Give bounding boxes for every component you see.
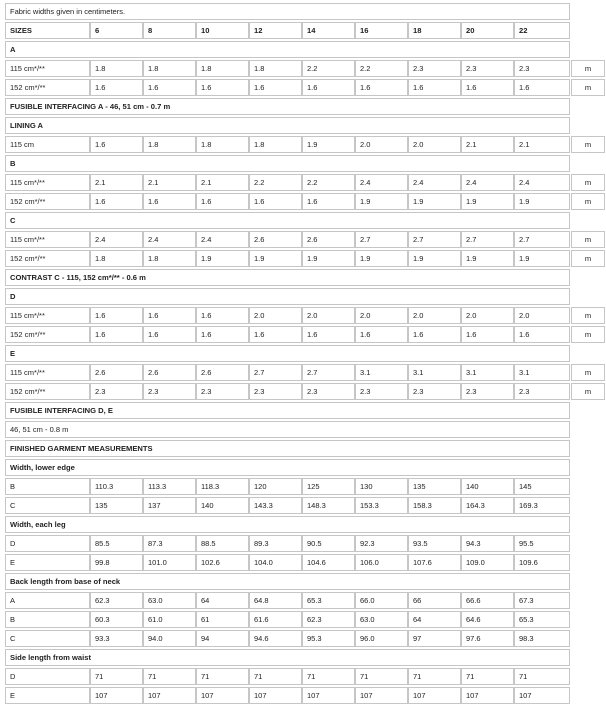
value-cell-size-6: 135 xyxy=(90,497,143,514)
value-cell-size-10: 1.6 xyxy=(196,79,249,96)
value-cell-size-16: 2.7 xyxy=(355,231,408,248)
text-row xyxy=(0,421,606,438)
value-cell-size-22: 1.9 xyxy=(514,193,570,210)
value-cell-size-18: 1.6 xyxy=(408,326,461,343)
value-cell-size-22: 2.7 xyxy=(514,231,570,248)
value-cell-size-12: 1.8 xyxy=(249,136,302,153)
value-cell-size-10: 71 xyxy=(196,668,249,685)
unit-cell: m xyxy=(571,250,605,267)
section-row xyxy=(0,41,606,58)
value-cell-size-20: 2.7 xyxy=(461,231,514,248)
value-cell-size-16: 2.2 xyxy=(355,60,408,77)
value-cell-size-12: 143.3 xyxy=(249,497,302,514)
measurement-row xyxy=(0,478,606,495)
value-cell-size-10: 2.4 xyxy=(196,231,249,248)
yardage-row xyxy=(0,250,606,267)
value-cell-size-20: 107 xyxy=(461,687,514,704)
value-cell-size-8: 1.8 xyxy=(143,60,196,77)
value-cell-size-14: 125 xyxy=(302,478,355,495)
value-cell-size-14: 95.3 xyxy=(302,630,355,647)
row-label: C xyxy=(5,497,90,514)
row-label: 115 cm*/** xyxy=(5,307,90,324)
value-cell-size-14: 90.5 xyxy=(302,535,355,552)
section-title: CONTRAST C - 115, 152 cm*/** - 0.6 m xyxy=(5,269,570,286)
yardage-row xyxy=(0,307,606,324)
value-cell-size-16: 2.0 xyxy=(355,136,408,153)
value-cell-size-18: 135 xyxy=(408,478,461,495)
value-cell-size-8: 113.3 xyxy=(143,478,196,495)
note-row xyxy=(0,3,606,20)
value-cell-size-20: 3.1 xyxy=(461,364,514,381)
value-cell-size-8: 101.0 xyxy=(143,554,196,571)
value-cell-size-16: 2.4 xyxy=(355,174,408,191)
value-cell-size-14: 1.9 xyxy=(302,250,355,267)
size-header-8: 8 xyxy=(143,22,196,39)
value-cell-size-18: 97 xyxy=(408,630,461,647)
value-cell-size-14: 1.9 xyxy=(302,136,355,153)
section-row xyxy=(0,117,606,134)
size-header-18: 18 xyxy=(408,22,461,39)
value-cell-size-8: 1.8 xyxy=(143,136,196,153)
value-cell-size-22: 169.3 xyxy=(514,497,570,514)
value-cell-size-16: 107 xyxy=(355,687,408,704)
section-title: FUSIBLE INTERFACING D, E xyxy=(5,402,570,419)
yardage-row xyxy=(0,364,606,381)
value-cell-size-12: 2.7 xyxy=(249,364,302,381)
note-text: Fabric widths given in centimeters. xyxy=(5,3,570,20)
measurement-row xyxy=(0,535,606,552)
yardage-row xyxy=(0,193,606,210)
value-cell-size-18: 107.6 xyxy=(408,554,461,571)
value-cell-size-6: 99.8 xyxy=(90,554,143,571)
value-cell-size-16: 1.6 xyxy=(355,326,408,343)
size-header-14: 14 xyxy=(302,22,355,39)
row-label: 115 cm xyxy=(5,136,90,153)
value-cell-size-12: 1.6 xyxy=(249,79,302,96)
value-cell-size-18: 64 xyxy=(408,611,461,628)
section-row xyxy=(0,98,606,115)
yardage-row xyxy=(0,79,606,96)
value-cell-size-8: 107 xyxy=(143,687,196,704)
value-cell-size-22: 145 xyxy=(514,478,570,495)
value-cell-size-6: 2.1 xyxy=(90,174,143,191)
value-cell-size-12: 71 xyxy=(249,668,302,685)
value-cell-size-18: 1.9 xyxy=(408,250,461,267)
value-cell-size-20: 2.4 xyxy=(461,174,514,191)
value-cell-size-22: 1.6 xyxy=(514,79,570,96)
value-cell-size-8: 2.3 xyxy=(143,383,196,400)
value-cell-size-14: 1.6 xyxy=(302,193,355,210)
row-label: 152 cm*/** xyxy=(5,383,90,400)
value-cell-size-8: 137 xyxy=(143,497,196,514)
value-cell-size-22: 2.3 xyxy=(514,60,570,77)
value-cell-size-6: 110.3 xyxy=(90,478,143,495)
value-cell-size-6: 1.6 xyxy=(90,307,143,324)
value-cell-size-6: 1.6 xyxy=(90,136,143,153)
value-cell-size-16: 2.3 xyxy=(355,383,408,400)
value-cell-size-12: 1.6 xyxy=(249,326,302,343)
value-cell-size-6: 60.3 xyxy=(90,611,143,628)
unit-cell: m xyxy=(571,174,605,191)
row-label: 115 cm*/** xyxy=(5,364,90,381)
section-row xyxy=(0,288,606,305)
section-row xyxy=(0,155,606,172)
plain-text: 46, 51 cm - 0.8 m xyxy=(5,421,570,438)
value-cell-size-14: 71 xyxy=(302,668,355,685)
section-title: B xyxy=(5,155,570,172)
value-cell-size-16: 66.0 xyxy=(355,592,408,609)
value-cell-size-6: 1.6 xyxy=(90,193,143,210)
unit-cell: m xyxy=(571,193,605,210)
unit-cell: m xyxy=(571,326,605,343)
value-cell-size-20: 109.0 xyxy=(461,554,514,571)
sizes-header-row xyxy=(0,22,606,39)
value-cell-size-12: 64.8 xyxy=(249,592,302,609)
value-cell-size-10: 1.6 xyxy=(196,307,249,324)
value-cell-size-10: 2.6 xyxy=(196,364,249,381)
value-cell-size-16: 71 xyxy=(355,668,408,685)
value-cell-size-16: 106.0 xyxy=(355,554,408,571)
value-cell-size-8: 63.0 xyxy=(143,592,196,609)
section-row xyxy=(0,516,606,533)
value-cell-size-14: 2.0 xyxy=(302,307,355,324)
value-cell-size-22: 2.4 xyxy=(514,174,570,191)
value-cell-size-6: 107 xyxy=(90,687,143,704)
row-label: 152 cm*/** xyxy=(5,250,90,267)
section-row xyxy=(0,345,606,362)
value-cell-size-6: 2.4 xyxy=(90,231,143,248)
value-cell-size-8: 1.6 xyxy=(143,79,196,96)
value-cell-size-20: 1.6 xyxy=(461,79,514,96)
row-label: D xyxy=(5,535,90,552)
row-label: B xyxy=(5,478,90,495)
value-cell-size-18: 2.0 xyxy=(408,136,461,153)
value-cell-size-6: 71 xyxy=(90,668,143,685)
value-cell-size-22: 95.5 xyxy=(514,535,570,552)
value-cell-size-14: 65.3 xyxy=(302,592,355,609)
value-cell-size-10: 118.3 xyxy=(196,478,249,495)
section-title: Width, lower edge xyxy=(5,459,570,476)
value-cell-size-22: 67.3 xyxy=(514,592,570,609)
size-header-6: 6 xyxy=(90,22,143,39)
value-cell-size-14: 62.3 xyxy=(302,611,355,628)
value-cell-size-22: 1.6 xyxy=(514,326,570,343)
value-cell-size-12: 61.6 xyxy=(249,611,302,628)
value-cell-size-20: 2.0 xyxy=(461,307,514,324)
value-cell-size-16: 3.1 xyxy=(355,364,408,381)
row-label: 152 cm*/** xyxy=(5,79,90,96)
value-cell-size-20: 1.6 xyxy=(461,326,514,343)
section-row xyxy=(0,649,606,666)
unit-cell: m xyxy=(571,364,605,381)
value-cell-size-12: 94.6 xyxy=(249,630,302,647)
value-cell-size-12: 104.0 xyxy=(249,554,302,571)
value-cell-size-12: 1.6 xyxy=(249,193,302,210)
measurement-row xyxy=(0,668,606,685)
section-title: A xyxy=(5,41,570,58)
value-cell-size-16: 153.3 xyxy=(355,497,408,514)
measurement-row xyxy=(0,592,606,609)
section-title: C xyxy=(5,212,570,229)
value-cell-size-12: 2.0 xyxy=(249,307,302,324)
value-cell-size-22: 71 xyxy=(514,668,570,685)
value-cell-size-6: 1.8 xyxy=(90,250,143,267)
value-cell-size-14: 1.6 xyxy=(302,79,355,96)
value-cell-size-18: 1.6 xyxy=(408,79,461,96)
value-cell-size-12: 120 xyxy=(249,478,302,495)
value-cell-size-6: 2.3 xyxy=(90,383,143,400)
section-title: E xyxy=(5,345,570,362)
value-cell-size-10: 140 xyxy=(196,497,249,514)
value-cell-size-16: 1.9 xyxy=(355,193,408,210)
yardage-row xyxy=(0,60,606,77)
value-cell-size-8: 87.3 xyxy=(143,535,196,552)
section-title: Side length from waist xyxy=(5,649,570,666)
value-cell-size-22: 1.9 xyxy=(514,250,570,267)
value-cell-size-10: 1.6 xyxy=(196,326,249,343)
sizes-label: SIZES xyxy=(5,22,90,39)
yardage-row xyxy=(0,174,606,191)
yardage-row xyxy=(0,383,606,400)
value-cell-size-18: 158.3 xyxy=(408,497,461,514)
value-cell-size-8: 94.0 xyxy=(143,630,196,647)
unit-cell: m xyxy=(571,383,605,400)
value-cell-size-10: 1.9 xyxy=(196,250,249,267)
value-cell-size-14: 2.2 xyxy=(302,60,355,77)
value-cell-size-10: 64 xyxy=(196,592,249,609)
size-header-10: 10 xyxy=(196,22,249,39)
value-cell-size-20: 71 xyxy=(461,668,514,685)
value-cell-size-22: 107 xyxy=(514,687,570,704)
yardage-row xyxy=(0,231,606,248)
size-header-22: 22 xyxy=(514,22,570,39)
row-label: B xyxy=(5,611,90,628)
value-cell-size-20: 97.6 xyxy=(461,630,514,647)
value-cell-size-14: 107 xyxy=(302,687,355,704)
value-cell-size-20: 64.6 xyxy=(461,611,514,628)
value-cell-size-16: 63.0 xyxy=(355,611,408,628)
value-cell-size-12: 2.2 xyxy=(249,174,302,191)
value-cell-size-20: 140 xyxy=(461,478,514,495)
section-row xyxy=(0,440,606,457)
row-label: 115 cm*/** xyxy=(5,60,90,77)
yardage-row xyxy=(0,136,606,153)
yardage-row xyxy=(0,326,606,343)
value-cell-size-16: 92.3 xyxy=(355,535,408,552)
value-cell-size-12: 2.3 xyxy=(249,383,302,400)
value-cell-size-20: 1.9 xyxy=(461,193,514,210)
section-row xyxy=(0,573,606,590)
row-label: 152 cm*/** xyxy=(5,326,90,343)
value-cell-size-14: 2.7 xyxy=(302,364,355,381)
measurement-row xyxy=(0,554,606,571)
measurement-row xyxy=(0,687,606,704)
value-cell-size-6: 62.3 xyxy=(90,592,143,609)
value-cell-size-14: 2.6 xyxy=(302,231,355,248)
value-cell-size-20: 1.9 xyxy=(461,250,514,267)
value-cell-size-22: 2.0 xyxy=(514,307,570,324)
size-header-12: 12 xyxy=(249,22,302,39)
value-cell-size-20: 66.6 xyxy=(461,592,514,609)
value-cell-size-16: 1.6 xyxy=(355,79,408,96)
value-cell-size-22: 98.3 xyxy=(514,630,570,647)
value-cell-size-8: 2.4 xyxy=(143,231,196,248)
row-label: D xyxy=(5,668,90,685)
unit-cell: m xyxy=(571,79,605,96)
value-cell-size-16: 130 xyxy=(355,478,408,495)
value-cell-size-20: 94.3 xyxy=(461,535,514,552)
value-cell-size-16: 2.0 xyxy=(355,307,408,324)
value-cell-size-18: 93.5 xyxy=(408,535,461,552)
value-cell-size-12: 2.6 xyxy=(249,231,302,248)
value-cell-size-10: 2.1 xyxy=(196,174,249,191)
value-cell-size-12: 1.9 xyxy=(249,250,302,267)
value-cell-size-8: 61.0 xyxy=(143,611,196,628)
value-cell-size-22: 2.3 xyxy=(514,383,570,400)
unit-cell: m xyxy=(571,231,605,248)
unit-cell: m xyxy=(571,136,605,153)
row-label: A xyxy=(5,592,90,609)
value-cell-size-8: 2.1 xyxy=(143,174,196,191)
section-title: D xyxy=(5,288,570,305)
value-cell-size-12: 1.8 xyxy=(249,60,302,77)
row-label: C xyxy=(5,630,90,647)
value-cell-size-16: 1.9 xyxy=(355,250,408,267)
value-cell-size-18: 1.9 xyxy=(408,193,461,210)
unit-cell: m xyxy=(571,307,605,324)
row-label: 152 cm*/** xyxy=(5,193,90,210)
value-cell-size-14: 1.6 xyxy=(302,326,355,343)
value-cell-size-10: 1.8 xyxy=(196,60,249,77)
value-cell-size-6: 93.3 xyxy=(90,630,143,647)
value-cell-size-10: 61 xyxy=(196,611,249,628)
value-cell-size-18: 2.3 xyxy=(408,383,461,400)
value-cell-size-12: 107 xyxy=(249,687,302,704)
value-cell-size-10: 1.8 xyxy=(196,136,249,153)
measurement-row xyxy=(0,630,606,647)
value-cell-size-10: 107 xyxy=(196,687,249,704)
value-cell-size-10: 2.3 xyxy=(196,383,249,400)
value-cell-size-18: 66 xyxy=(408,592,461,609)
value-cell-size-8: 1.6 xyxy=(143,307,196,324)
unit-cell: m xyxy=(571,60,605,77)
value-cell-size-8: 1.6 xyxy=(143,193,196,210)
section-title: LINING A xyxy=(5,117,570,134)
row-label: E xyxy=(5,687,90,704)
section-row xyxy=(0,212,606,229)
measurement-row xyxy=(0,497,606,514)
value-cell-size-18: 107 xyxy=(408,687,461,704)
measurement-row xyxy=(0,611,606,628)
value-cell-size-6: 1.6 xyxy=(90,79,143,96)
value-cell-size-20: 2.1 xyxy=(461,136,514,153)
value-cell-size-22: 2.1 xyxy=(514,136,570,153)
value-cell-size-10: 102.6 xyxy=(196,554,249,571)
value-cell-size-18: 2.7 xyxy=(408,231,461,248)
value-cell-size-16: 96.0 xyxy=(355,630,408,647)
value-cell-size-20: 164.3 xyxy=(461,497,514,514)
value-cell-size-18: 2.3 xyxy=(408,60,461,77)
value-cell-size-6: 1.6 xyxy=(90,326,143,343)
value-cell-size-10: 94 xyxy=(196,630,249,647)
value-cell-size-6: 2.6 xyxy=(90,364,143,381)
value-cell-size-22: 3.1 xyxy=(514,364,570,381)
value-cell-size-22: 65.3 xyxy=(514,611,570,628)
value-cell-size-8: 1.8 xyxy=(143,250,196,267)
size-header-16: 16 xyxy=(355,22,408,39)
value-cell-size-14: 148.3 xyxy=(302,497,355,514)
row-label: 115 cm*/** xyxy=(5,231,90,248)
value-cell-size-18: 3.1 xyxy=(408,364,461,381)
value-cell-size-18: 2.4 xyxy=(408,174,461,191)
value-cell-size-22: 109.6 xyxy=(514,554,570,571)
value-cell-size-14: 2.2 xyxy=(302,174,355,191)
section-row xyxy=(0,402,606,419)
value-cell-size-14: 2.3 xyxy=(302,383,355,400)
value-cell-size-18: 2.0 xyxy=(408,307,461,324)
size-header-20: 20 xyxy=(461,22,514,39)
section-row xyxy=(0,459,606,476)
value-cell-size-8: 1.6 xyxy=(143,326,196,343)
value-cell-size-10: 88.5 xyxy=(196,535,249,552)
section-title: Back length from base of neck xyxy=(5,573,570,590)
value-cell-size-18: 71 xyxy=(408,668,461,685)
value-cell-size-12: 89.3 xyxy=(249,535,302,552)
value-cell-size-20: 2.3 xyxy=(461,383,514,400)
section-row xyxy=(0,269,606,286)
section-title: FUSIBLE INTERFACING A - 46, 51 cm - 0.7 m xyxy=(5,98,570,115)
value-cell-size-6: 1.8 xyxy=(90,60,143,77)
value-cell-size-6: 85.5 xyxy=(90,535,143,552)
row-label: E xyxy=(5,554,90,571)
value-cell-size-8: 71 xyxy=(143,668,196,685)
value-cell-size-14: 104.6 xyxy=(302,554,355,571)
section-title: FINISHED GARMENT MEASUREMENTS xyxy=(5,440,570,457)
value-cell-size-8: 2.6 xyxy=(143,364,196,381)
row-label: 115 cm*/** xyxy=(5,174,90,191)
section-title: Width, each leg xyxy=(5,516,570,533)
value-cell-size-10: 1.6 xyxy=(196,193,249,210)
value-cell-size-20: 2.3 xyxy=(461,60,514,77)
